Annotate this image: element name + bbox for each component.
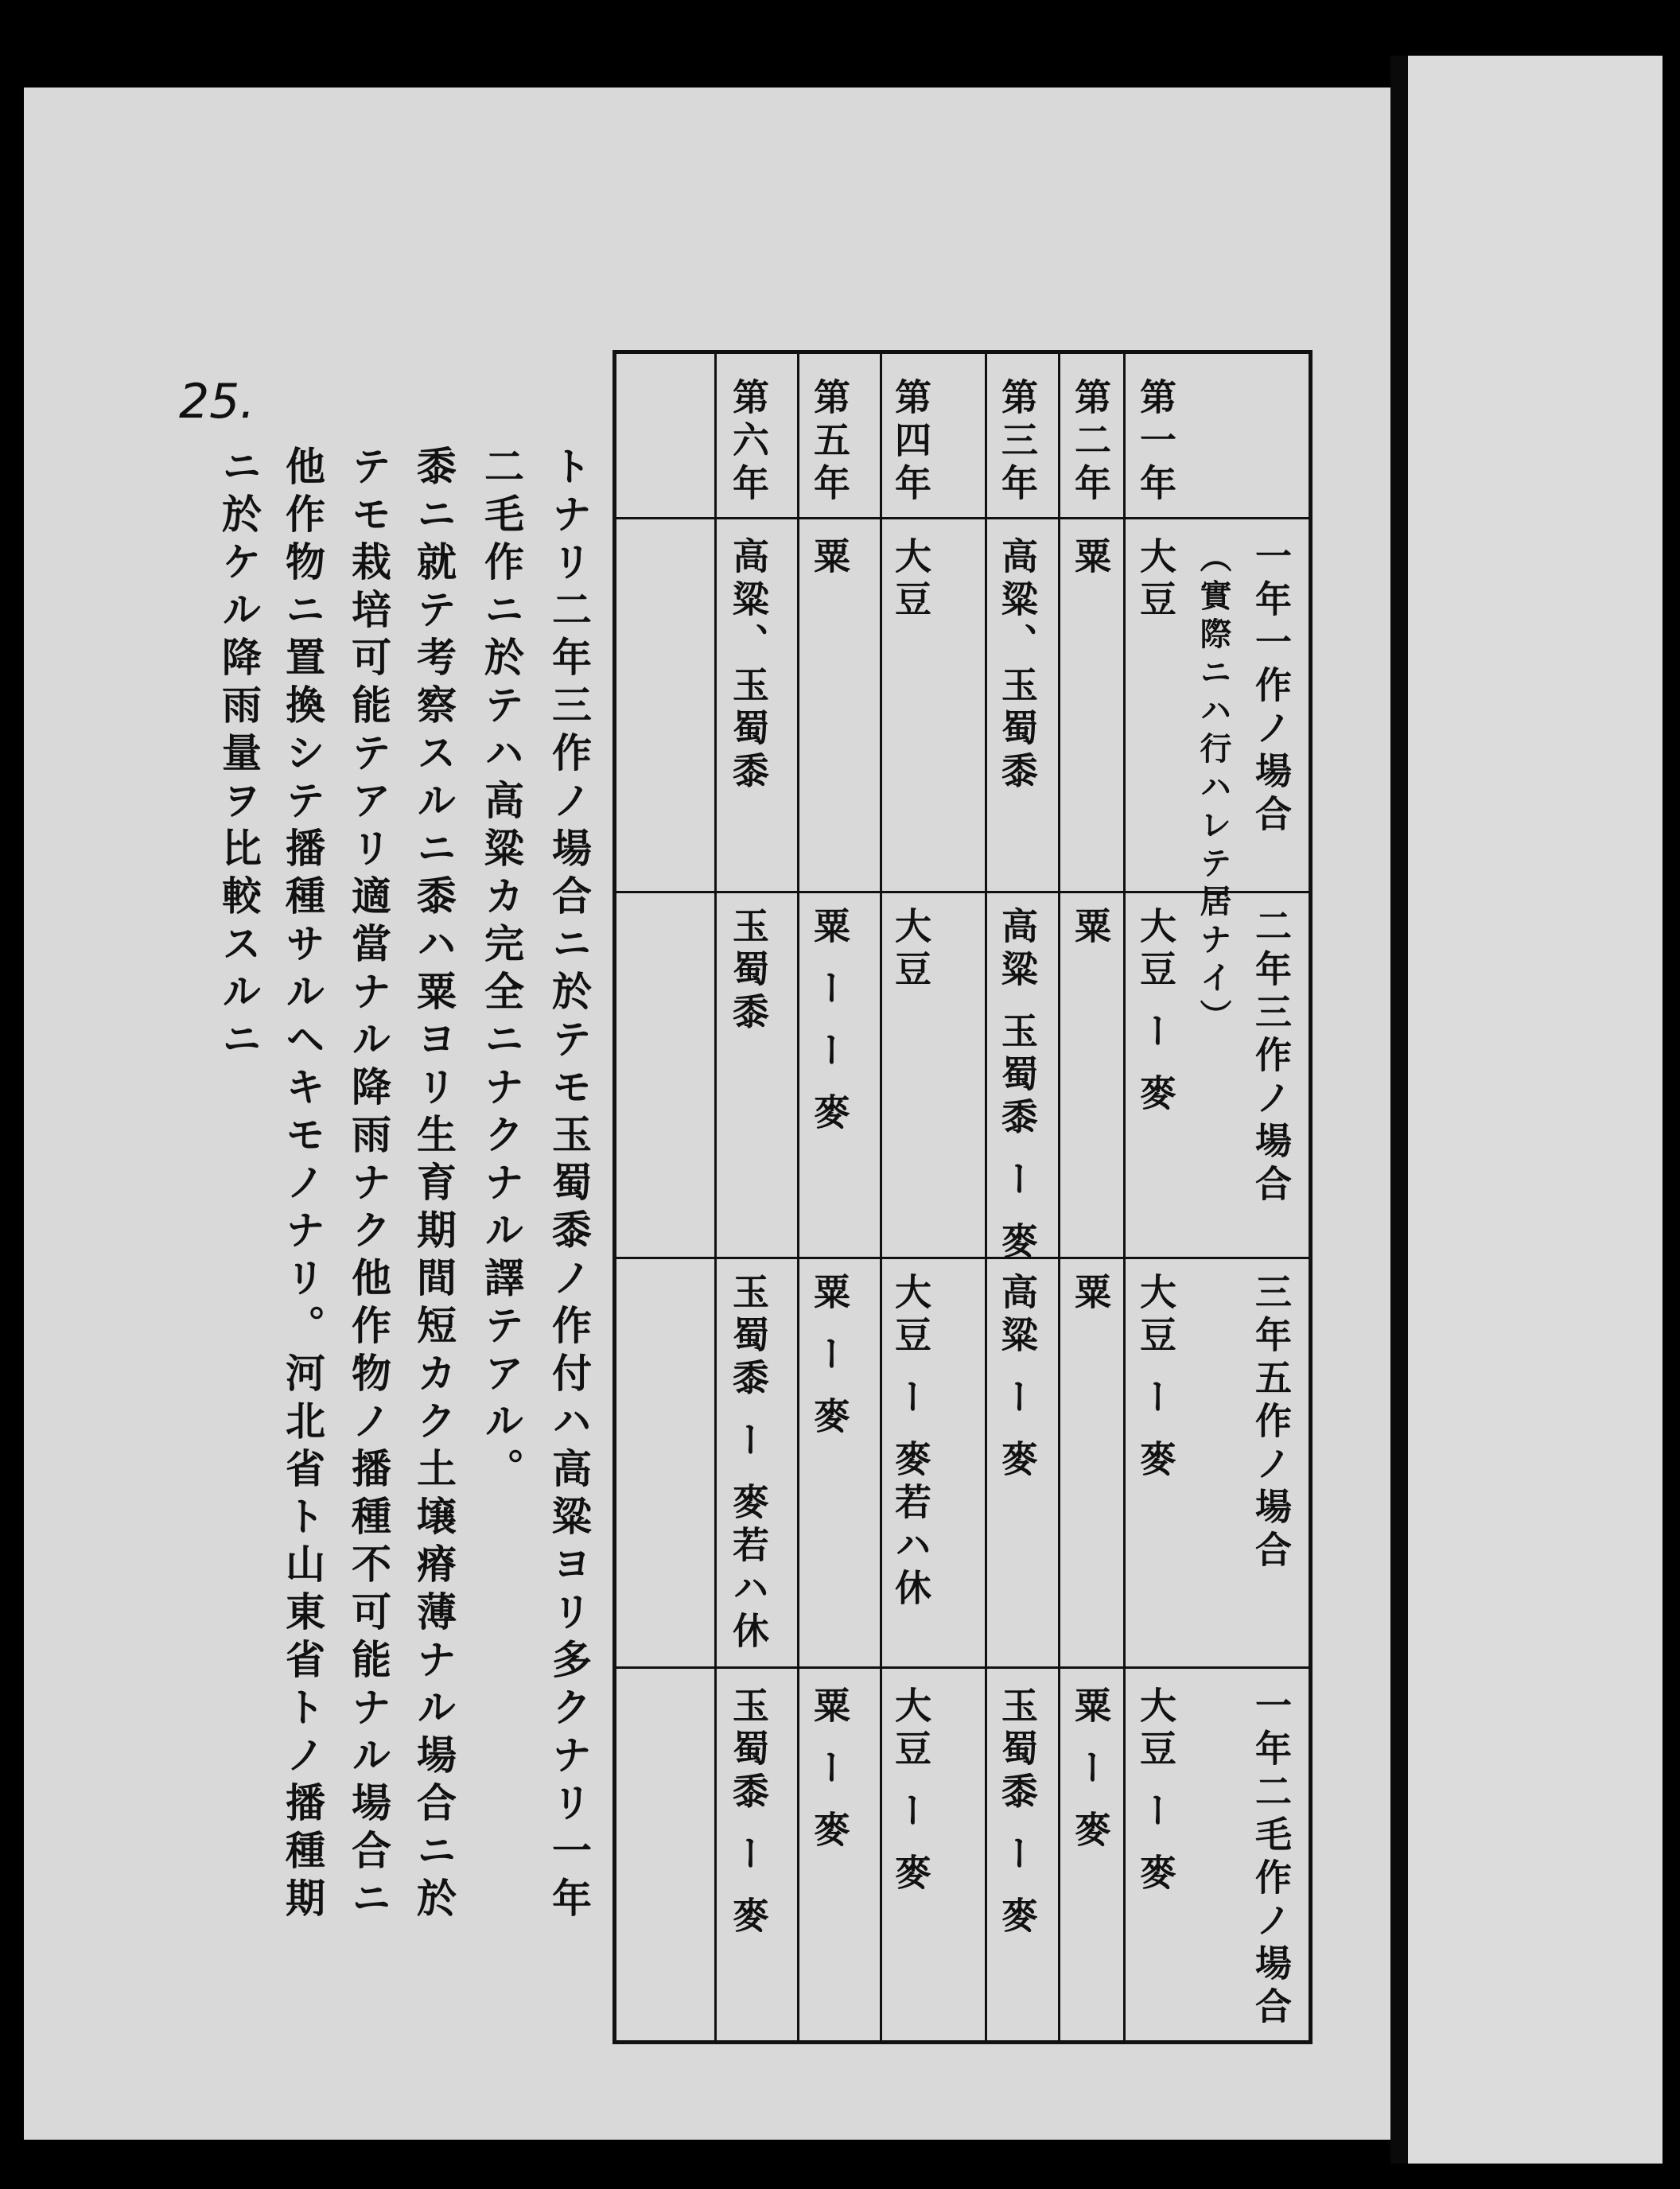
crop-rotation-table	[612, 350, 1312, 2044]
section-heading-4: 一年二毛作ノ場合	[1250, 1686, 1293, 2030]
s4-year5: 粟 ー 麥	[808, 1686, 851, 1854]
s4-year6: 玉蜀黍 ー 麥	[727, 1686, 770, 1940]
s2-year6: 玉蜀黍	[727, 907, 770, 1036]
s2-year5: 粟 ー ー 麥	[808, 907, 851, 1137]
s2-year4: 大豆	[889, 907, 932, 993]
page-fold-shadow	[1390, 56, 1408, 2164]
body-column-2: 二毛作ニ於テハ高粱カ完全ニナクナル譯テアル。	[478, 445, 525, 1495]
s3-year2: 粟	[1069, 1273, 1112, 1316]
row-header-year3: 第三年	[996, 378, 1039, 507]
section-note-1: （實際ニハ行ハレテ居ナイ）	[1195, 541, 1232, 1037]
body-column-5: 他作物ニ置換シテ播種サルヘキモノナリ。河北省ト山東省トノ播種期	[279, 445, 326, 1925]
s4-year4: 大豆 ー 麥	[889, 1686, 932, 1897]
body-column-3: 黍ニ就テ考察スルニ黍ハ粟ヨリ生育期間短カク土壌瘠薄ナル場合ニ於	[410, 445, 457, 1925]
row-header-year2: 第二年	[1069, 378, 1112, 507]
s3-year5: 粟 ー 麥	[808, 1273, 851, 1441]
s2-year1: 大豆 ー 麥	[1134, 907, 1177, 1118]
s1-year1: 大豆	[1134, 537, 1177, 623]
s1-year4: 大豆	[889, 537, 932, 623]
s4-year1: 大豆 ー 麥	[1134, 1686, 1177, 1897]
s1-year6: 高粱、玉蜀黍	[727, 537, 770, 795]
row-header-year4: 第四年	[889, 378, 932, 507]
row-header-year1: 第一年	[1134, 378, 1177, 507]
s1-year2: 粟	[1069, 537, 1112, 580]
row-header-year6: 第六年	[727, 378, 770, 507]
body-column-4: テモ栽培可能テアリ適當ナル降雨ナク他作物ノ播種不可能ナル場合ニ	[345, 445, 392, 1925]
s2-year2: 粟	[1069, 907, 1112, 950]
s1-year5: 粟	[808, 537, 851, 580]
section-heading-1: 一年一作ノ場合	[1250, 537, 1293, 838]
body-column-1: トナリ二年三作ノ場合ニ於テモ玉蜀黍ノ作付ハ高粱ヨリ多クナリ一年	[546, 445, 593, 1925]
page-number: 25.	[179, 374, 255, 430]
s3-year4: 大豆 ー 麥若ハ休	[889, 1273, 932, 1612]
s3-year1: 大豆 ー 麥	[1134, 1273, 1177, 1483]
section-heading-2: 二年三作ノ場合	[1250, 907, 1293, 1207]
body-column-6: ニ於ケル降雨量ヲ比較スルニ	[216, 445, 262, 1066]
s3-year3: 高粱 ー 麥	[996, 1273, 1039, 1483]
s4-year2: 粟 ー 麥	[1069, 1686, 1112, 1854]
adjacent-page	[1408, 56, 1662, 2164]
section-heading-3: 三年五作ノ場合	[1250, 1273, 1293, 1573]
s1-year3: 高粱、玉蜀黍	[996, 537, 1039, 795]
row-header-year5: 第五年	[808, 378, 851, 507]
s4-year3: 玉蜀黍 ー 麥	[996, 1686, 1039, 1940]
s3-year6: 玉蜀黍 ー 麥若ハ休	[727, 1273, 770, 1655]
s2-year3: 高粱 玉蜀黍 ー 麥	[996, 907, 1039, 1266]
